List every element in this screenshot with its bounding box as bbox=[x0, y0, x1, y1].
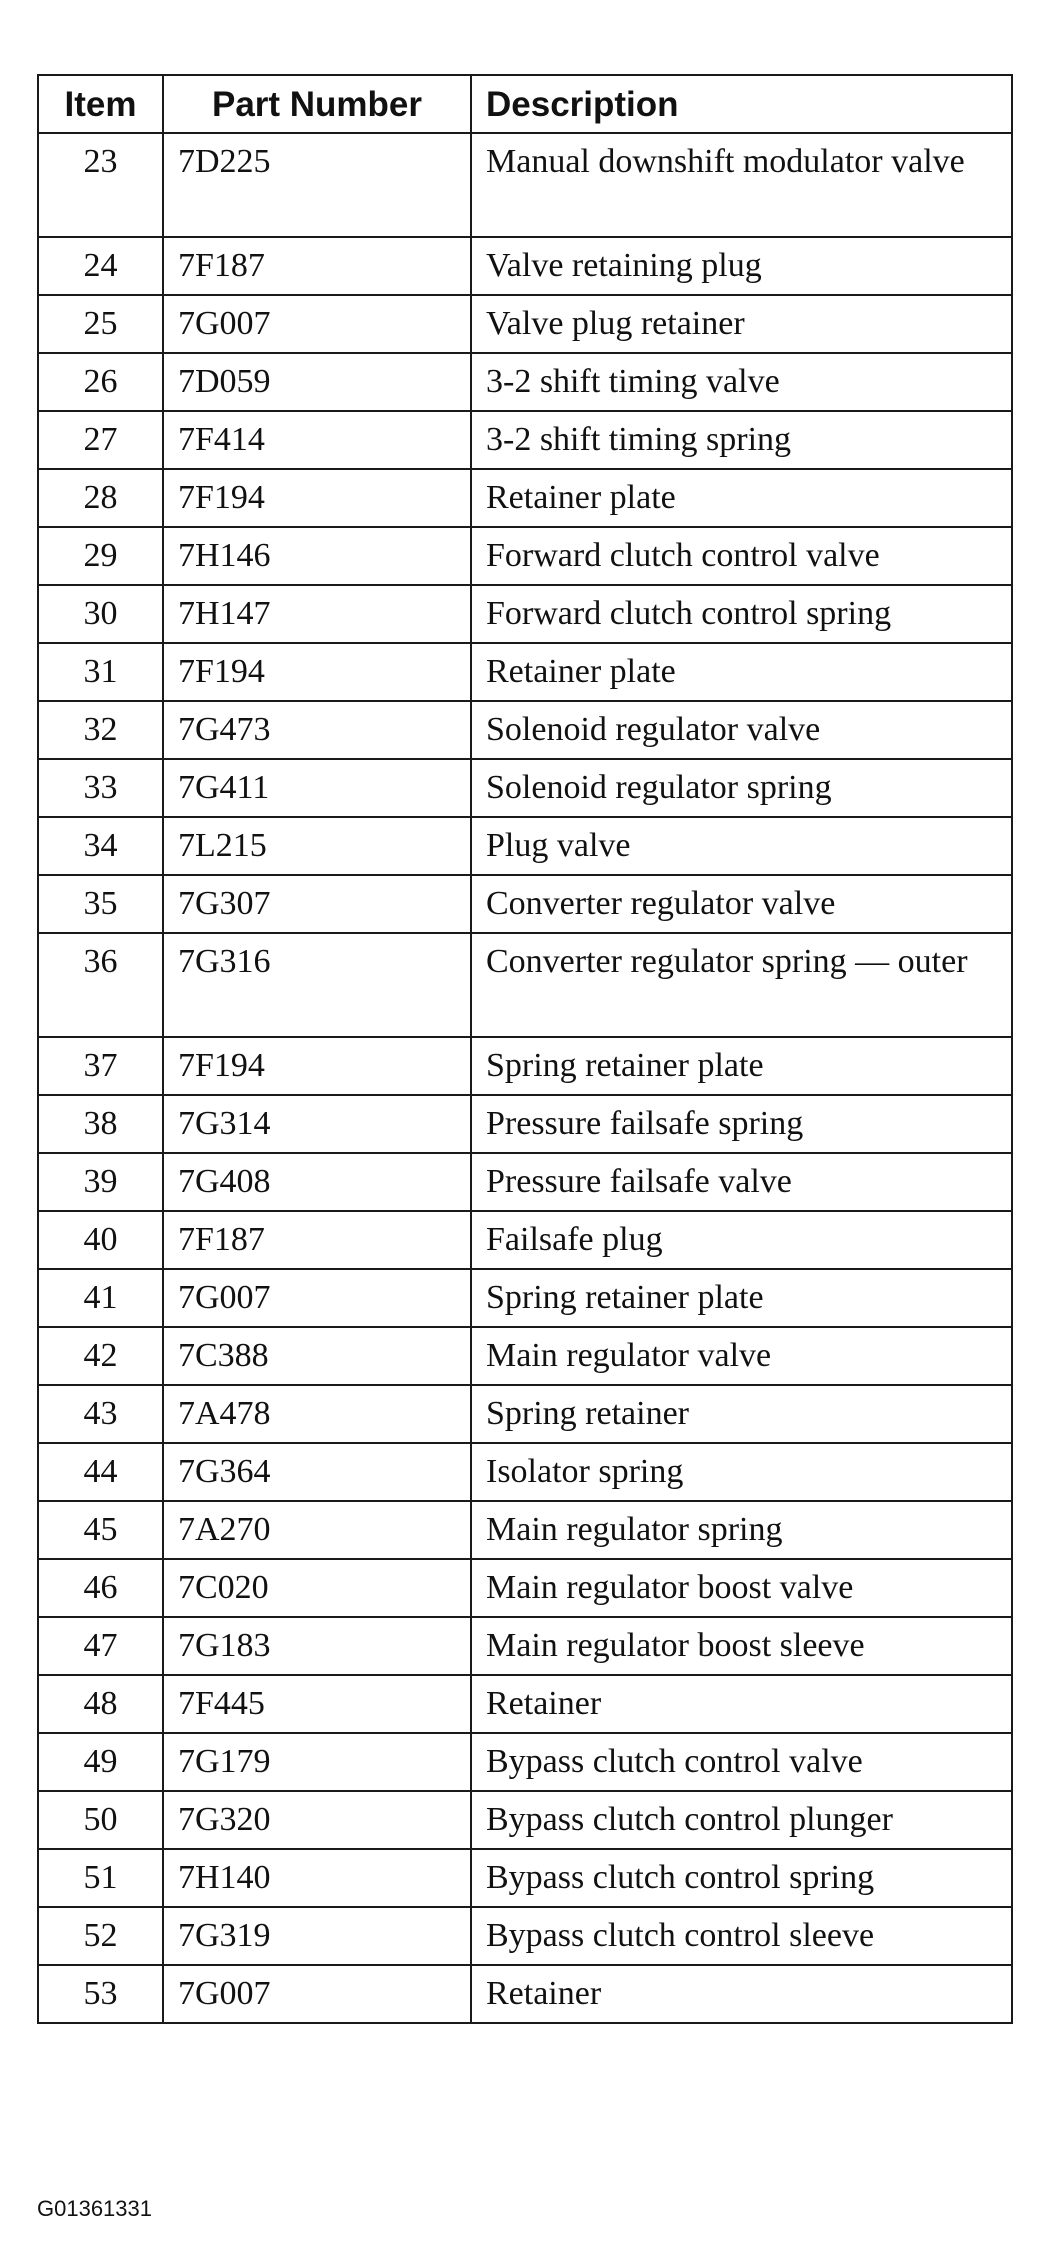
item-cell: 48 bbox=[38, 1675, 163, 1733]
item-cell: 53 bbox=[38, 1965, 163, 2023]
item-cell: 37 bbox=[38, 1037, 163, 1095]
header-row bbox=[38, 75, 1012, 133]
part-number-cell: 7G179 bbox=[163, 1733, 471, 1791]
description-cell: 3-2 shift timing valve bbox=[471, 353, 1012, 411]
item-cell: 38 bbox=[38, 1095, 163, 1153]
part-number-cell: 7D225 bbox=[163, 133, 471, 237]
table-row bbox=[38, 759, 1012, 817]
description-cell: 3-2 shift timing spring bbox=[471, 411, 1012, 469]
part-number-cell: 7F445 bbox=[163, 1675, 471, 1733]
item-cell: 25 bbox=[38, 295, 163, 353]
table-body bbox=[38, 133, 1012, 2023]
description-cell: Main regulator spring bbox=[471, 1501, 1012, 1559]
description-cell: Converter regulator valve bbox=[471, 875, 1012, 933]
description-cell: Main regulator valve bbox=[471, 1327, 1012, 1385]
table-row bbox=[38, 1675, 1012, 1733]
table-row bbox=[38, 1907, 1012, 1965]
parts-table bbox=[37, 74, 1013, 2024]
table-row bbox=[38, 1327, 1012, 1385]
table-row bbox=[38, 643, 1012, 701]
table-row bbox=[38, 1095, 1012, 1153]
table-row bbox=[38, 933, 1012, 1037]
description-cell: Valve retaining plug bbox=[471, 237, 1012, 295]
description-cell: Retainer bbox=[471, 1965, 1012, 2023]
description-cell: Manual downshift modulator valve bbox=[471, 133, 1012, 237]
item-cell: 51 bbox=[38, 1849, 163, 1907]
table-row bbox=[38, 1211, 1012, 1269]
description-cell: Main regulator boost sleeve bbox=[471, 1617, 1012, 1675]
table-row bbox=[38, 295, 1012, 353]
part-number-cell: 7F194 bbox=[163, 643, 471, 701]
part-number-cell: 7F187 bbox=[163, 237, 471, 295]
table-row bbox=[38, 1037, 1012, 1095]
table-row bbox=[38, 1559, 1012, 1617]
table-row bbox=[38, 469, 1012, 527]
table-row bbox=[38, 527, 1012, 585]
part-number-cell: 7C388 bbox=[163, 1327, 471, 1385]
item-cell: 46 bbox=[38, 1559, 163, 1617]
part-number-cell: 7G473 bbox=[163, 701, 471, 759]
part-number-cell: 7F414 bbox=[163, 411, 471, 469]
item-cell: 42 bbox=[38, 1327, 163, 1385]
description-cell: Spring retainer plate bbox=[471, 1037, 1012, 1095]
table-row bbox=[38, 1443, 1012, 1501]
part-number-cell: 7G183 bbox=[163, 1617, 471, 1675]
part-number-cell: 7G320 bbox=[163, 1791, 471, 1849]
description-cell: Retainer plate bbox=[471, 469, 1012, 527]
part-number-cell: 7G411 bbox=[163, 759, 471, 817]
item-cell: 34 bbox=[38, 817, 163, 875]
part-number-cell: 7C020 bbox=[163, 1559, 471, 1617]
item-cell: 28 bbox=[38, 469, 163, 527]
description-cell: Solenoid regulator valve bbox=[471, 701, 1012, 759]
table-row bbox=[38, 1791, 1012, 1849]
item-cell: 32 bbox=[38, 701, 163, 759]
item-cell: 50 bbox=[38, 1791, 163, 1849]
part-number-cell: 7G316 bbox=[163, 933, 471, 1037]
item-cell: 44 bbox=[38, 1443, 163, 1501]
part-number-cell: 7A478 bbox=[163, 1385, 471, 1443]
item-cell: 45 bbox=[38, 1501, 163, 1559]
table-row bbox=[38, 1617, 1012, 1675]
part-number-cell: 7H147 bbox=[163, 585, 471, 643]
item-cell: 49 bbox=[38, 1733, 163, 1791]
header-description: Description bbox=[471, 75, 1012, 133]
description-cell: Converter regulator spring — outer bbox=[471, 933, 1012, 1037]
table-row bbox=[38, 585, 1012, 643]
part-number-cell: 7H146 bbox=[163, 527, 471, 585]
part-number-cell: 7G007 bbox=[163, 1269, 471, 1327]
table-row bbox=[38, 875, 1012, 933]
table-row bbox=[38, 353, 1012, 411]
table-row bbox=[38, 237, 1012, 295]
item-cell: 30 bbox=[38, 585, 163, 643]
item-cell: 52 bbox=[38, 1907, 163, 1965]
table-row bbox=[38, 1733, 1012, 1791]
table-row bbox=[38, 133, 1012, 237]
item-cell: 29 bbox=[38, 527, 163, 585]
part-number-cell: 7F194 bbox=[163, 469, 471, 527]
item-cell: 39 bbox=[38, 1153, 163, 1211]
part-number-cell: 7G307 bbox=[163, 875, 471, 933]
description-cell: Solenoid regulator spring bbox=[471, 759, 1012, 817]
part-number-cell: 7F194 bbox=[163, 1037, 471, 1095]
item-cell: 23 bbox=[38, 133, 163, 237]
part-number-cell: 7G007 bbox=[163, 295, 471, 353]
table-row bbox=[38, 1153, 1012, 1211]
part-number-cell: 7G314 bbox=[163, 1095, 471, 1153]
item-cell: 40 bbox=[38, 1211, 163, 1269]
description-cell: Retainer bbox=[471, 1675, 1012, 1733]
description-cell: Spring retainer bbox=[471, 1385, 1012, 1443]
item-cell: 31 bbox=[38, 643, 163, 701]
description-cell: Bypass clutch control valve bbox=[471, 1733, 1012, 1791]
description-cell: Main regulator boost valve bbox=[471, 1559, 1012, 1617]
description-cell: Spring retainer plate bbox=[471, 1269, 1012, 1327]
description-cell: Plug valve bbox=[471, 817, 1012, 875]
table-row bbox=[38, 411, 1012, 469]
table-row bbox=[38, 817, 1012, 875]
part-number-cell: 7G007 bbox=[163, 1965, 471, 2023]
figure-id: G01361331 bbox=[37, 2196, 152, 2221]
item-cell: 35 bbox=[38, 875, 163, 933]
item-cell: 27 bbox=[38, 411, 163, 469]
part-number-cell: 7L215 bbox=[163, 817, 471, 875]
description-cell: Bypass clutch control plunger bbox=[471, 1791, 1012, 1849]
description-cell: Failsafe plug bbox=[471, 1211, 1012, 1269]
description-cell: Pressure failsafe spring bbox=[471, 1095, 1012, 1153]
item-cell: 24 bbox=[38, 237, 163, 295]
description-cell: Retainer plate bbox=[471, 643, 1012, 701]
description-cell: Isolator spring bbox=[471, 1443, 1012, 1501]
part-number-cell: 7A270 bbox=[163, 1501, 471, 1559]
item-cell: 36 bbox=[38, 933, 163, 1037]
item-cell: 43 bbox=[38, 1385, 163, 1443]
part-number-cell: 7G319 bbox=[163, 1907, 471, 1965]
part-number-cell: 7G408 bbox=[163, 1153, 471, 1211]
part-number-cell: 7G364 bbox=[163, 1443, 471, 1501]
description-cell: Bypass clutch control sleeve bbox=[471, 1907, 1012, 1965]
part-number-cell: 7F187 bbox=[163, 1211, 471, 1269]
item-cell: 33 bbox=[38, 759, 163, 817]
part-number-cell: 7H140 bbox=[163, 1849, 471, 1907]
description-cell: Valve plug retainer bbox=[471, 295, 1012, 353]
description-cell: Pressure failsafe valve bbox=[471, 1153, 1012, 1211]
description-cell: Forward clutch control spring bbox=[471, 585, 1012, 643]
header-item: Item bbox=[38, 75, 163, 133]
description-cell: Forward clutch control valve bbox=[471, 527, 1012, 585]
table-row bbox=[38, 1965, 1012, 2023]
item-cell: 26 bbox=[38, 353, 163, 411]
table-row bbox=[38, 1849, 1012, 1907]
table-row bbox=[38, 1269, 1012, 1327]
table-row bbox=[38, 1501, 1012, 1559]
item-cell: 47 bbox=[38, 1617, 163, 1675]
table-row bbox=[38, 1385, 1012, 1443]
table-row bbox=[38, 701, 1012, 759]
item-cell: 41 bbox=[38, 1269, 163, 1327]
part-number-cell: 7D059 bbox=[163, 353, 471, 411]
description-cell: Bypass clutch control spring bbox=[471, 1849, 1012, 1907]
header-part-number: Part Number bbox=[163, 75, 471, 133]
